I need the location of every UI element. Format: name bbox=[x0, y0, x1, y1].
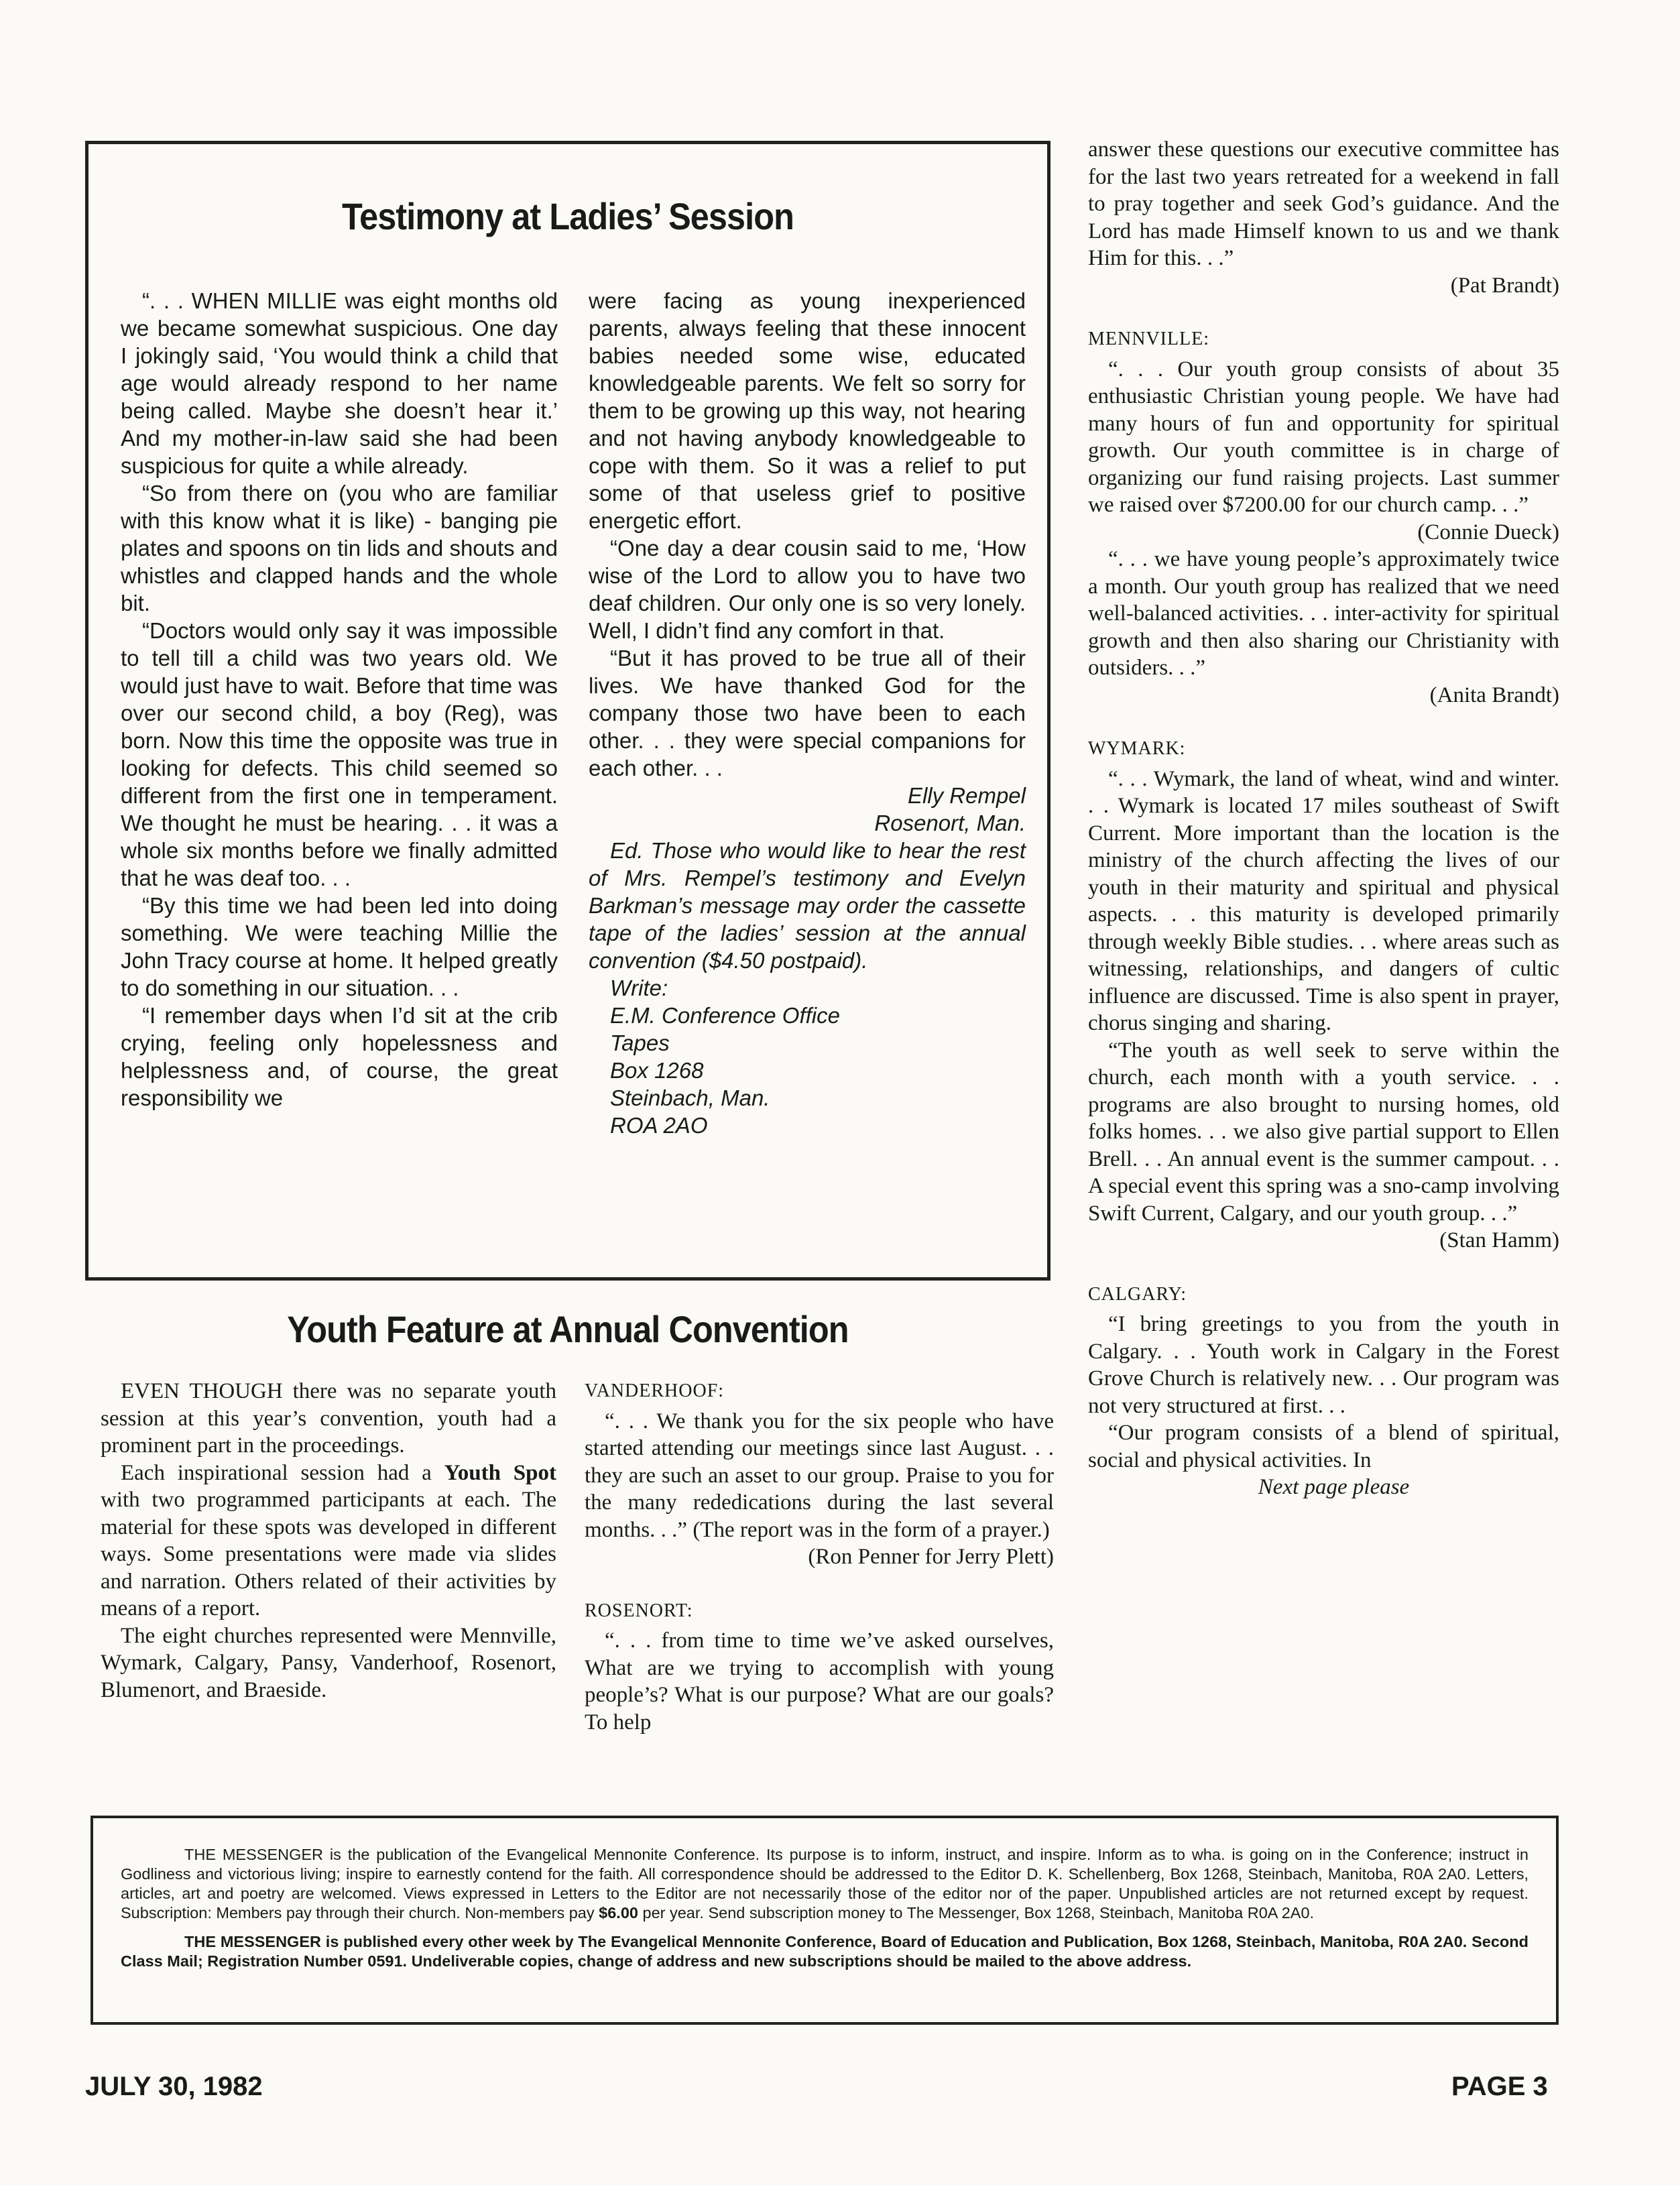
youth-column-3 bbox=[1088, 136, 1559, 1501]
issue-date: JULY 30, 1982 bbox=[85, 2072, 263, 2101]
report-byline: (Ron Penner for Jerry Plett) bbox=[808, 1545, 1054, 1569]
report-byline: (Pat Brandt) bbox=[1450, 273, 1559, 298]
testimony-paragraph: “So from there on (you who are familiar with this know what it is like) - banging pie plates and spoons on tin lids and shouts and whistles and clapped hands and the whole bit. bbox=[121, 481, 558, 615]
address-line: ROA 2AO bbox=[610, 1113, 708, 1138]
testimony-paragraph: “One day a dear cousin said to me, ‘How wise of the Lord to allow you to have two deaf children. Our only one is so very lonely. Well, I didn’t find any comfort in that. bbox=[589, 536, 1026, 643]
masthead-text-part: THE MESSENGER is the publication of the Evangelical Mennonite Conference. Its purpose is to inform, instruct, and inspire. Inform as to wha. is going on in the Conference; instruct in Godliness and victorious living; inspire to earnestly contend for the faith. All correspondence should be addressed to the Editor D. K. Schellenberg, Box 1268, Steinbach, Manitoba, R0A 2A0. Letters, articles, art and poetry are welcomed. Views expressed in Letters to the Editor are not necessarily those of the editor nor of the paper. Unpublished articles are not returned except by request. Subscription: Members pay through their church. Non-members pay bbox=[121, 1846, 1528, 1922]
testimony-paragraph: “I remember days when I’d sit at the crib crying, feeling only hopelessness and helplessness and, of course, the great responsibility we bbox=[121, 1003, 558, 1110]
report-byline: (Anita Brandt) bbox=[1429, 683, 1559, 707]
youth-intro-paragraph bbox=[101, 1460, 556, 1622]
testimony-column-2 bbox=[589, 287, 1026, 1139]
church-label-calgary: CALGARY: bbox=[1088, 1283, 1187, 1305]
page-number: PAGE 3 bbox=[1451, 2072, 1548, 2101]
masthead-paragraph-2: THE MESSENGER is published every other week by The Evangelical Mennonite Conference, Board of Education and Publication, Box 1268, Steinbach, Manitoba, R0A 2A0. Second Class Mail; Registration Number 0591. Undeliverable copies, change of address and new subscriptions should be mailed to the above address. bbox=[121, 1933, 1528, 1970]
church-report: “. . . from time to time we’ve asked ourselves, What are we trying to accomplish with young people’s? What is our purpose? What are our goals? To help bbox=[585, 1629, 1054, 1734]
church-report: “Our program consists of a blend of spiritual, social and physical activities. In bbox=[1088, 1421, 1559, 1472]
order-address bbox=[589, 974, 1026, 1139]
address-line: Steinbach, Man. bbox=[610, 1085, 770, 1110]
masthead-text bbox=[121, 1845, 1528, 1971]
testimony-paragraph: were facing as young inexperienced parents, always feeling that these innocent babies needed some wise, educated knowledgeable parents. We felt so sorry for them to be growing up this way, not hearing and not having anybody knowledgeable to cope with them. So it was a relief to put some of that useless grief to positive energetic effort. bbox=[589, 288, 1026, 533]
testimony-paragraph: “Doctors would only say it was impossible to tell till a child was two years old. We would just have to wait. Before that time was over our second child, a boy (Reg), was born. Now this time the opposite was true in looking for defects. This child seemed so different from the first one in temperament. We thought he must be hearing. . . it was a whole six months before we finally admitted that he was deaf too. . . bbox=[121, 618, 558, 890]
church-report: “. . . We thank you for the six people who have started attending our meetings since last August. . . they are such an asset to our group. Praise to you for the many rededications during the last several months. . .” (The report was in the form of a prayer.) bbox=[585, 1409, 1054, 1542]
testimony-paragraph: “. . . WHEN MILLIE was eight months old we became somewhat suspicious. One day I jokingly said, ‘You would think a child that age would already respond to her name being called. Maybe she doesn’t hear it.’ And my mother-in-law said she had been suspicious for quite a while already. bbox=[121, 288, 558, 478]
address-line: Tapes bbox=[610, 1030, 670, 1055]
church-report: “. . . we have young people’s approximately twice a month. Our youth group has realized that we need well-balanced activities. . . inter-activity for spiritual growth and then also sharing our Christianity with outsiders. . .” bbox=[1088, 547, 1559, 680]
youth-column-2 bbox=[585, 1378, 1054, 1736]
write-label: Write: bbox=[610, 976, 668, 1000]
intro-text: with two programmed participants at each. The material for these spots was developed in different ways. Some presentations were made via slides and narration. Others related of their activities by means of a report. bbox=[101, 1488, 556, 1620]
church-report: “. . . Our youth group consists of about 35 enthusiastic Christian young people. We have had many hours of fun and opportunity for spiritual growth. Our youth committee is in charge of organizing our fund raising projects. Last summer we raised over $7200.00 for our church camp. . .” bbox=[1088, 357, 1559, 517]
masthead-paragraph-1 bbox=[121, 1845, 1528, 1923]
subscription-price: $6.00 bbox=[599, 1904, 638, 1922]
church-label-vanderhoof: VANDERHOOF: bbox=[585, 1380, 725, 1401]
masthead-text-part: per year. Send subscription money to The Messenger, Box 1268, Steinbach, Manitoba R0A 2A0. bbox=[638, 1904, 1315, 1922]
church-report: answer these questions our executive committee has for the last two years retreated for a weekend in fall to pray together and seek God’s guidance. And the Lord has made Himself known to us and we thank Him for this. . .” bbox=[1088, 137, 1559, 270]
address-line: E.M. Conference Office bbox=[610, 1003, 840, 1028]
testimony-column-1 bbox=[121, 287, 558, 1112]
intro-text: Each inspirational session had a bbox=[121, 1460, 444, 1485]
church-report: “I bring greetings to you from the youth in Calgary. . . Youth work in Calgary in the Forest Grove Church is relatively new. . . Our program was not very structured at first. . . bbox=[1088, 1312, 1559, 1418]
youth-intro-paragraph: The eight churches represented were Mennville, Wymark, Calgary, Pansy, Vanderhoof, Rosenort, Blumenort, and Braeside. bbox=[101, 1623, 556, 1702]
church-label-rosenort: ROSENORT: bbox=[585, 1600, 693, 1621]
signature-place: Rosenort, Man. bbox=[874, 811, 1026, 835]
church-report: “The youth as well seek to serve within the church, each month with a youth service. . . programs are also brought to nursing homes, old folks homes. . . we also give partial support to Ellen Brell. . . An annual event is the summer campout. . . A special event this spring was a sno-camp involving Swift Current, Calgary, and our youth group. . .” bbox=[1088, 1038, 1559, 1226]
youth-column-1 bbox=[101, 1378, 556, 1704]
next-page-note: Next page please bbox=[1258, 1475, 1410, 1499]
address-line: Box 1268 bbox=[610, 1058, 704, 1083]
report-byline: (Connie Dueck) bbox=[1417, 520, 1559, 544]
report-byline: (Stan Hamm) bbox=[1439, 1228, 1559, 1252]
youth-title: Youth Feature at Annual Convention bbox=[287, 1308, 849, 1350]
youth-intro-paragraph: EVEN THOUGH there was no separate youth session at this year’s convention, youth had a prominent part in the proceedings. bbox=[101, 1379, 556, 1458]
church-label-wymark: WYMARK: bbox=[1088, 738, 1186, 759]
testimony-paragraph: “But it has proved to be true all of their lives. We have thanked God for the company those two have been to each other. . . they were special companions for each other. . . bbox=[589, 646, 1026, 780]
testimony-paragraph: “By this time we had been led into doing something. We were teaching Millie the John Tracy course at home. It helped greatly to do something in our situation. . . bbox=[121, 893, 558, 1000]
signature-name: Elly Rempel bbox=[907, 783, 1026, 808]
church-label-mennville: MENNVILLE: bbox=[1088, 329, 1210, 349]
testimony-title: Testimony at Ladies’ Session bbox=[341, 195, 794, 237]
church-report: “. . . Wymark, the land of wheat, wind and winter. . . Wymark is located 17 miles southeast of Swift Current. More important than the location is the ministry of the church affecting the lives of our youth in their maturity and spiritual and physical aspects. . . this maturity is developed primarily through weekly Bible studies. . . where areas such as witnessing, relationships, and dangers of cultic influence are discussed. Time is also spent in prayer, chorus singing and sharing. bbox=[1088, 766, 1559, 1035]
editor-note: Ed. Those who would like to hear the rest of Mrs. Rempel’s testimony and Evelyn Barkman’s message may order the cassette tape of the ladies’ session at the annual convention ($4.50 postpaid). bbox=[589, 838, 1026, 973]
youth-spot-bold: Youth Spot bbox=[444, 1460, 556, 1485]
